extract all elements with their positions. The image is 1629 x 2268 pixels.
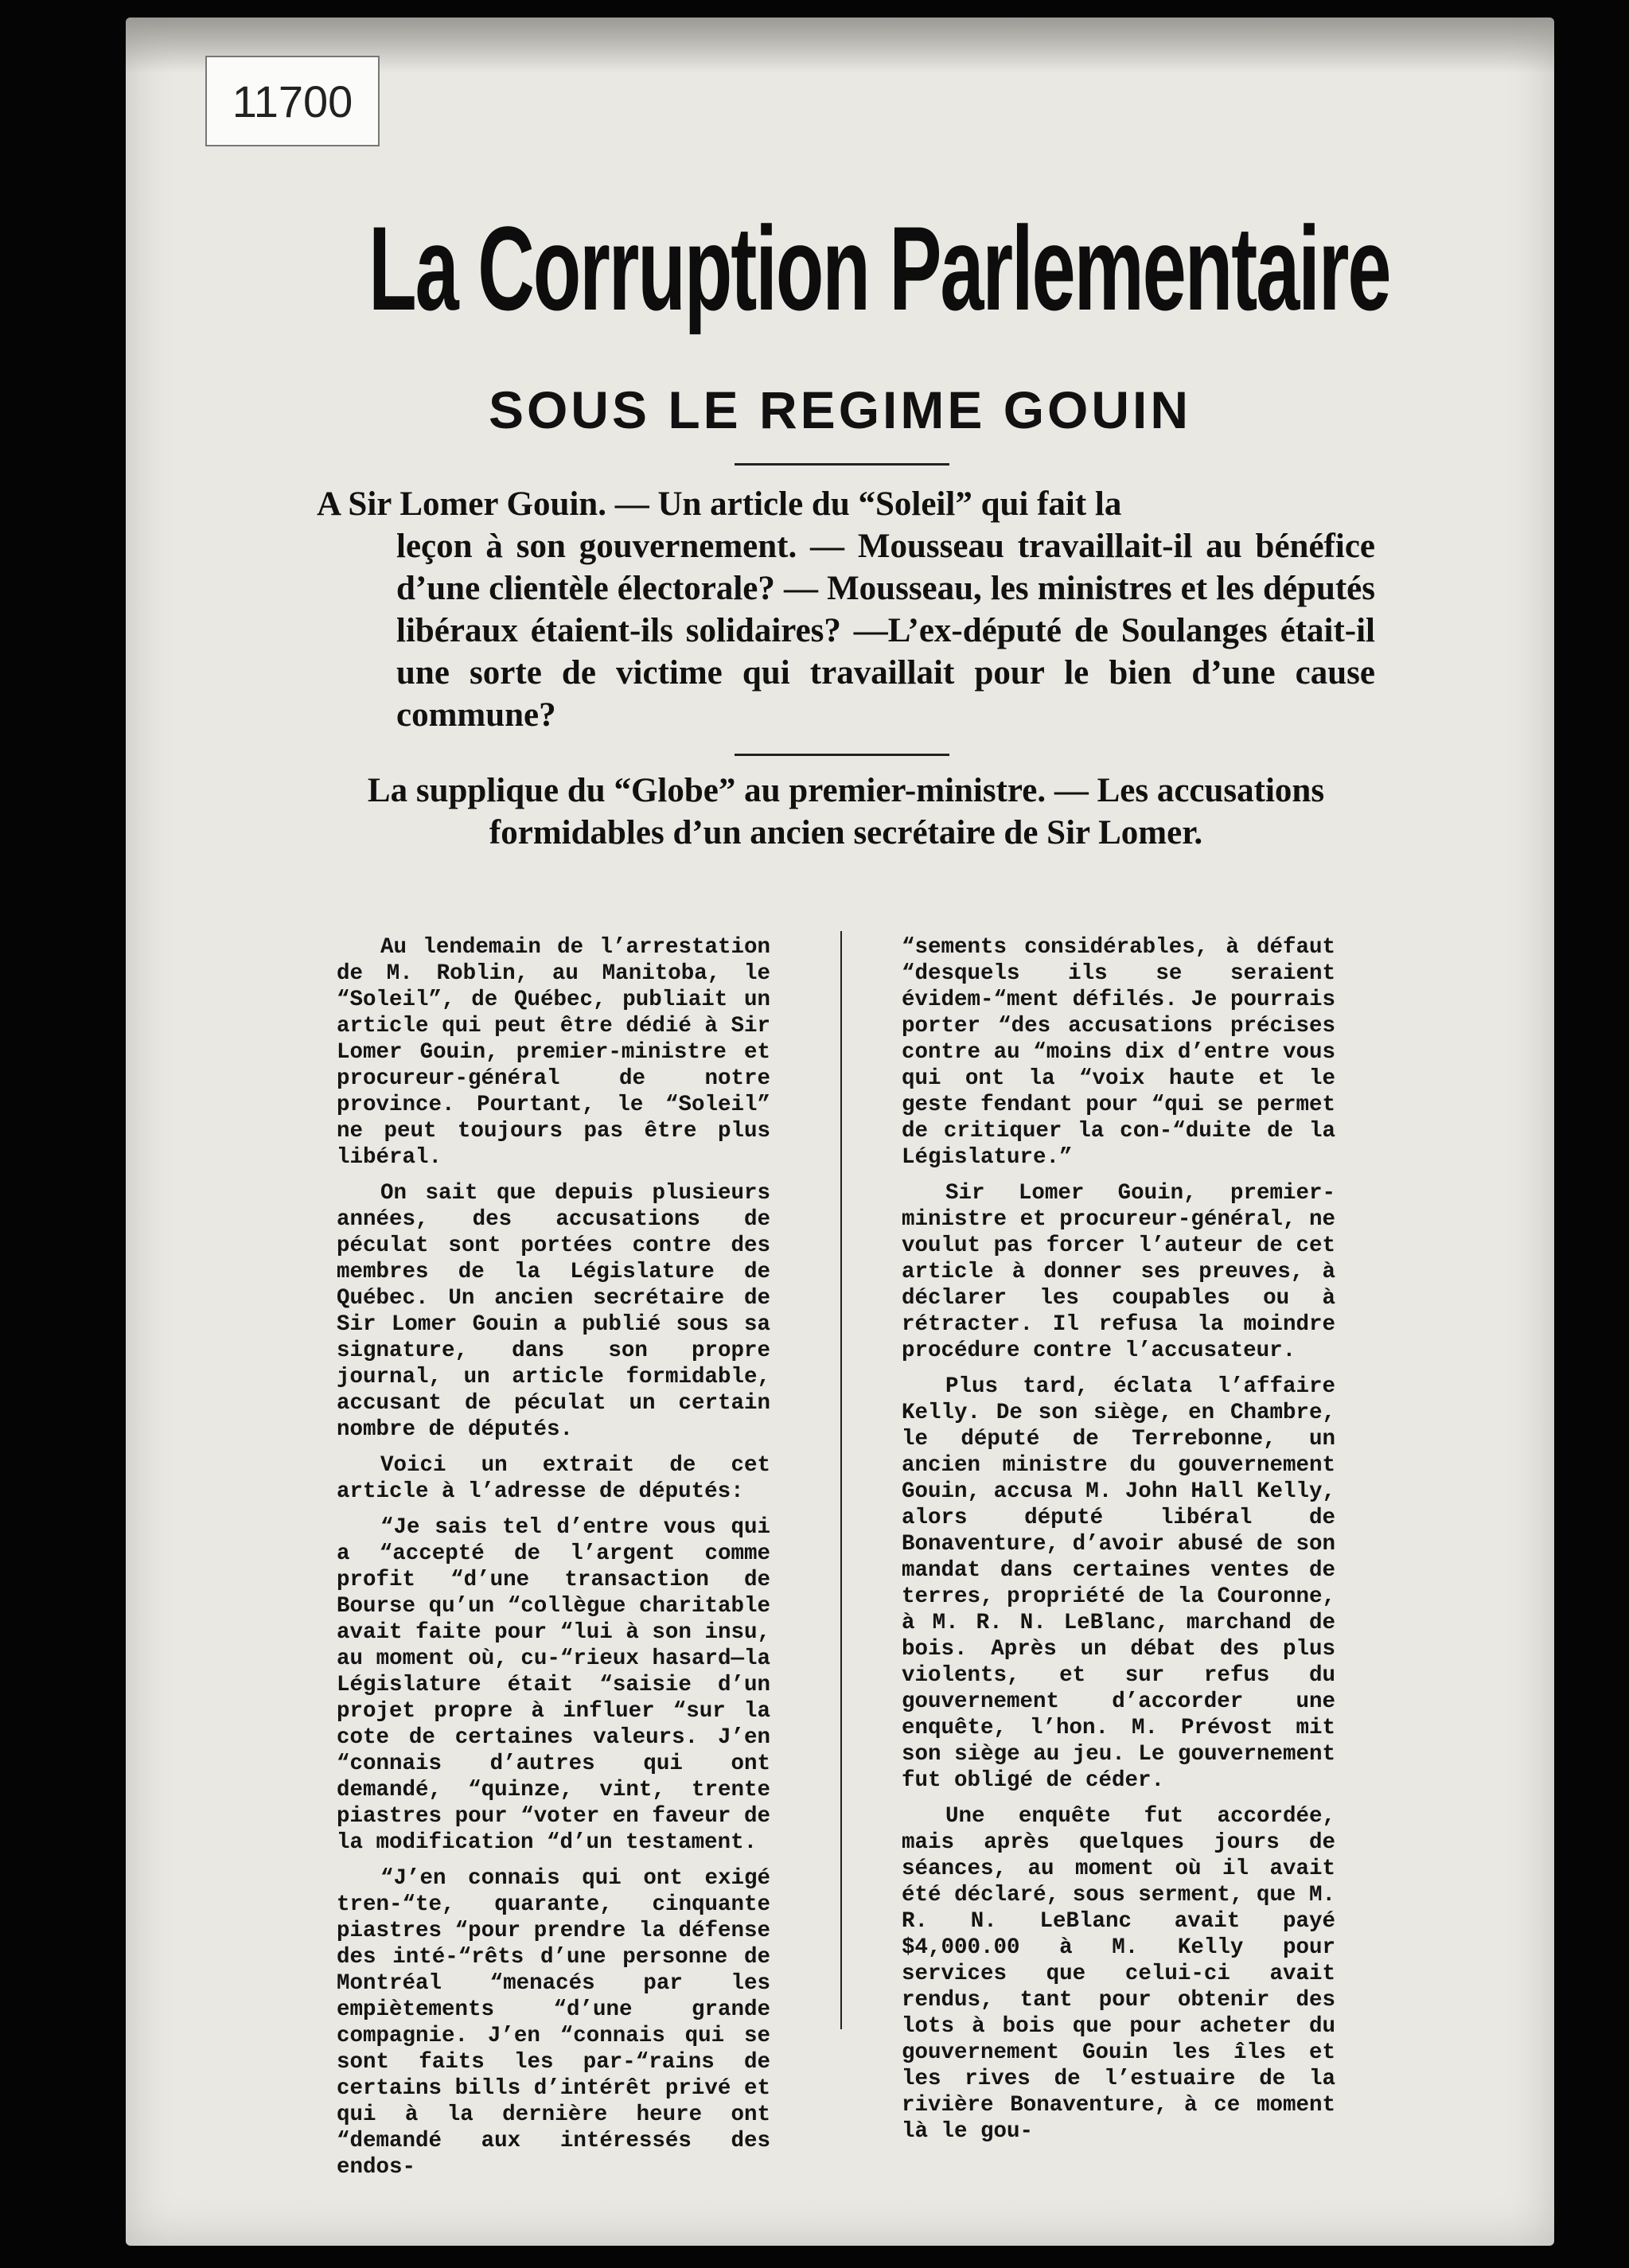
catalog-number-stamp: 11700 <box>205 56 380 146</box>
subheadline: SOUS LE REGIME GOUIN <box>488 380 1192 439</box>
article-paragraph: On sait que depuis plusieurs années, des accusations de péculat sont portées contre des membres de la Législature de Québec. Un ancien secrétaire de Sir Lomer Gouin a publié sous sa signature, dans son propre journal, un article formidable, accusant de péculat un certain nombre de députés. <box>337 1181 770 1442</box>
summary-deck-2: La supplique du “Globe” au premier-ministre. — Les accusations formidables d’un ancien secrétaire de Sir Lomer. <box>367 772 1325 851</box>
divider-rule <box>735 463 949 466</box>
column-divider <box>840 931 842 2029</box>
article-paragraph: Voici un extrait de cet article à l’adresse de députés: <box>337 1453 770 1504</box>
article-paragraph: Au lendemain de l’arrestation de M. Roblin, au Manitoba, le “Soleil”, de Québec, publiait un article qui peut être dédié à Sir Lomer Gouin, premier-ministre et procureur-général de notre province. Pourtant, le “Soleil” ne peut toujours pas être plus libéral. <box>337 935 770 1170</box>
article-quote-paragraph: “Je sais tel d’entre vous qui a “accepté de l’argent comme profit “d’une transaction de Bourse qu’un “collègue charitable avait faite pour “lui à son insu, au moment où, cu-“rieux hasard—la Législature était “saisie d’un projet propre à influer “sur la cote de certaines valeurs. J’en “connais d’autres qui ont demandé, “quinze, vint, trente piastres pour “voter en faveur de la modification “d’un testament. <box>337 1515 770 1855</box>
article-quote-paragraph: “J’en connais qui ont exigé tren-“te, quarante, cinquante piastres “pour prendre la défense des inté-“rêts d’une personne de Montréal “menacés par les empiètements “d’une grande compagnie. J’en “connais qui se sont faits les par-“rains de certains bills d’intérêt privé et qui à la dernière heure ont “demandé aux intéressés des endos- <box>337 1866 770 2180</box>
summary-deck-1-rest: leçon à son gouvernement. — Mousseau travaillait-il au bénéfice d’une clientèle électorale? — Mousseau, les ministres et les députés libéraux étaient-ils solidaires? —L’ex-député de Soulanges était-il une sorte de victime qui travaillait pour le bien d’une cause commune? <box>396 528 1375 734</box>
article-column-right <box>902 934 1335 2154</box>
article-paragraph: Plus tard, éclata l’affaire Kelly. De son siège, en Chambre, le député de Terrebonne, un ancien ministre du gouvernement Gouin, accusa M. John Hall Kelly, alors député libéral de Bonaventure, d’avoir abusé de son mandat dans certaines ventes de terres, propriété de la Couronne, à M. R. N. LeBlanc, marchand de bois. Après un débat des plus violents, et sur refus du gouvernement d’accorder une enquête, l’hon. M. Prévost mit son siège au jeu. Le gouvernement fut obligé de céder. <box>902 1374 1335 1793</box>
newspaper-page <box>126 18 1554 2246</box>
article-quote-paragraph: “sements considérables, à défaut “desquels ils se seraient évidem-“ment défilés. Je pourrais porter “des accusations précises contre au “moins dix d’entre vous qui ont la “voix haute et le geste fendant pour “qui se permet de critiquer la con-“duite de la Législature.” <box>902 935 1335 1170</box>
headline: La Corruption Parlementaire <box>368 201 1390 335</box>
summary-deck-1-first-line: A Sir Lomer Gouin. — Un article du “Soleil” qui fait la <box>317 485 1122 523</box>
divider-rule <box>735 754 949 756</box>
summary-deck-1 <box>317 483 1375 736</box>
article-paragraph: Sir Lomer Gouin, premier-ministre et procureur-général, ne voulut pas forcer l’auteur de cet article à donner ses preuves, à déclarer les coupables ou à rétracter. Il refusa la moindre procédure contre l’accusateur. <box>902 1181 1335 1363</box>
article-paragraph: Une enquête fut accordée, mais après quelques jours de séances, au moment où il avait été déclaré, sous serment, que M. R. N. LeBlanc avait payé $4,000.00 à M. Kelly pour services que celui-ci avait rendus, tant pour obtenir des lots à bois que pour acheter du gouvernement Gouin les îles et les rives de l’estuaire de la rivière Bonaventure, à ce moment là le gou- <box>902 1804 1335 2144</box>
article-column-left <box>337 934 770 2190</box>
